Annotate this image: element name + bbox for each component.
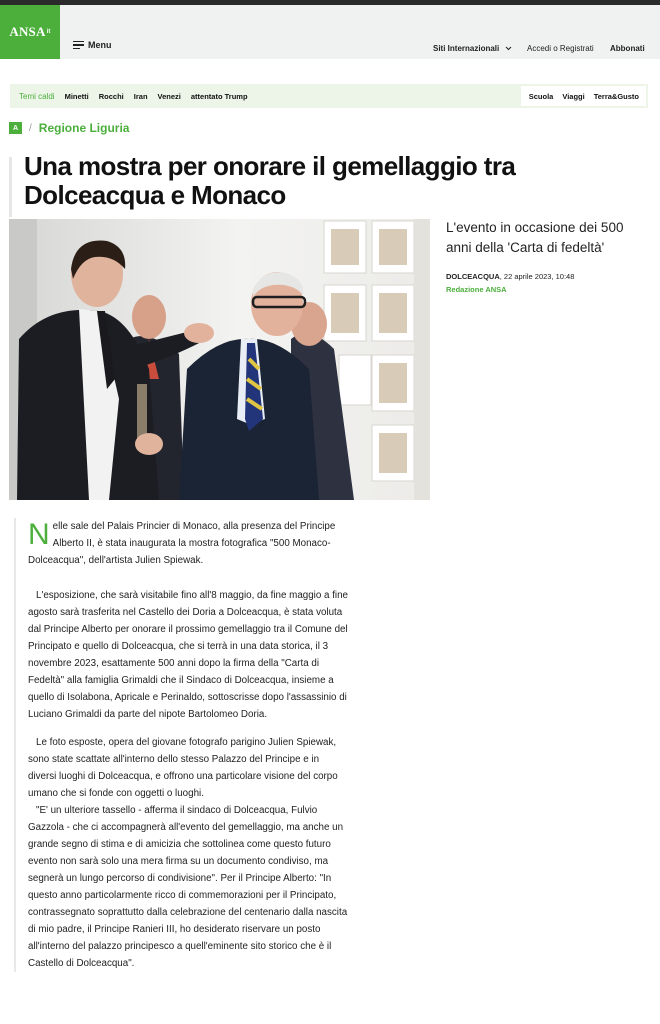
hot-topics-bar <box>10 84 648 108</box>
topic-link[interactable]: Iran <box>133 91 148 101</box>
menu-button[interactable] <box>73 40 112 50</box>
topic-link[interactable]: Minetti <box>64 91 89 101</box>
breadcrumb-separator: / <box>29 122 32 134</box>
logo-text: ANSA <box>9 24 46 39</box>
article-meta <box>446 272 574 281</box>
section-link-terra-gusto[interactable]: Terra&Gusto <box>593 91 639 101</box>
title-accent-bar <box>9 157 12 217</box>
menu-label: Menu <box>88 40 112 50</box>
breadcrumb-region-link[interactable]: Regione Liguria <box>38 121 130 135</box>
site-header <box>0 5 660 59</box>
topic-link[interactable]: Venezi <box>157 91 181 101</box>
sites-label: Siti Internazionali <box>433 44 500 53</box>
article-body <box>14 518 348 972</box>
section-link-scuola[interactable]: Scuola <box>528 91 554 101</box>
article-paragraph: "E' un ulteriore tassello - afferma il sindaco di Dolceacqua, Fulvio Gazzola - che ci accompagnerà all'evento del gemellaggio, ma anche un grande segno di stima e di amicizia che sottolinea come questo futuro evento non sarà solo una mera firma su un documento condiviso, ma segnerà un lungo percorso di condivisione". Per il Principe Alberto: "In questo anno particolarmente ricco di commemorazioni per il Principato, contrassegnato soprattutto dalla celebrazione del centenario dalla nascita di mio padre, il Principe Ranieri III, ho desiderato riservare un posto all'interno del palazzo principesco a quell'eminente sito storico che è il Castello di Dolceacqua". <box>28 805 348 969</box>
drop-cap: N <box>28 518 50 551</box>
section-links <box>521 86 646 106</box>
article-paragraph: Le foto esposte, opera del giovane fotografo parigino Julien Spiewak, sono state scattate all'interno dello stesso Palazzo del Principe e in diversi luoghi di Dolceacqua, e offrono una particolare visione del corpo umano che si fonde con oggetti o luoghi. <box>28 737 338 799</box>
article-photo[interactable] <box>9 219 430 500</box>
chevron-down-icon <box>505 46 512 51</box>
topic-link[interactable]: attentato Trump <box>190 91 248 101</box>
logo-suffix: it <box>46 29 51 35</box>
article-author-link[interactable]: Redazione ANSA <box>446 285 507 294</box>
article-subtitle: L'evento in occasione dei 500 anni della 'Carta di fedeltà' <box>446 220 624 255</box>
article-paragraph: L'esposizione, che sarà visitabile fino all'8 maggio, da fine maggio a fine agosto sarà trasferita nel Castello dei Doria a Dolceacqua, è stata voluta dal Principe Alberto per onorare il prossimo gemellaggio tra il Comune del Principato e quello di Dolceacqua, che si terrà in una data storica, il 3 novembre 2023, esattamente 500 anni dopo la firma della "Carta di Fedeltà" alla famiglia Grimaldi che il Sindaco di Dolceacqua, insieme a quello di Isolabona, Apricale e Perinaldo, sottoscrisse dopo l'assassinio di Luciano Grimaldi da parte del nipote Bartolomeo Doria. <box>28 590 348 720</box>
article-date: , 22 aprile 2023, 10:48 <box>499 272 575 281</box>
section-link-viaggi[interactable]: Viaggi <box>562 91 585 101</box>
photo-illustration <box>9 219 430 500</box>
topic-link[interactable]: Rocchi <box>98 91 124 101</box>
article-paragraph <box>28 518 348 569</box>
breadcrumb <box>9 121 129 135</box>
login-link[interactable]: Accedi o Registrati <box>527 44 594 53</box>
ansa-mini-logo[interactable]: A <box>9 122 22 134</box>
hamburger-icon <box>73 41 84 49</box>
hot-topics-label: Temi caldi <box>19 91 55 101</box>
subscribe-link[interactable]: Abbonati <box>610 44 645 53</box>
paragraph-text: elle sale del Palais Princier di Monaco, alla presenza del Principe Alberto II, è stata inaugurata la mostra fotografica "500 Monaco-Dolceacqua", dell'artista Julien Spiewak. <box>28 521 336 566</box>
international-sites-dropdown[interactable] <box>433 44 512 53</box>
article-location: DOLCEACQUA <box>446 272 500 281</box>
article-title: Una mostra per onorare il gemellaggio tra Dolceacqua e Monaco <box>24 151 516 210</box>
ansa-logo[interactable] <box>0 5 60 59</box>
